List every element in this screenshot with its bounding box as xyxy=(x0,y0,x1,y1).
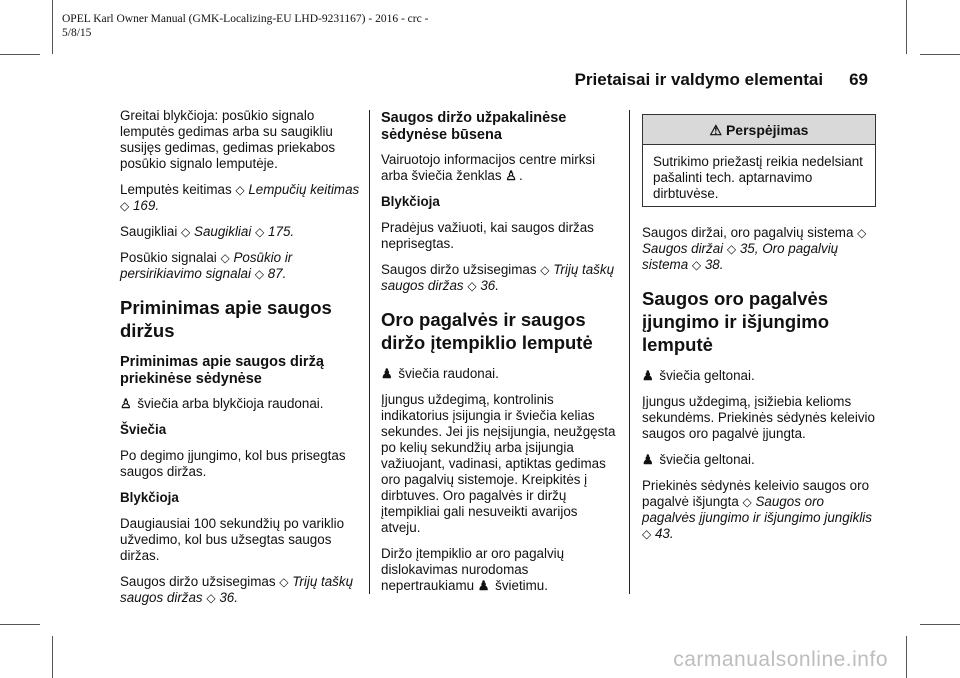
section-heading: Saugos oro pagalvės įjungimo ir išjungimo lemputė xyxy=(642,288,830,355)
text: Vairuotojo informacijos centre mirksi arba šviečia ženklas xyxy=(381,152,596,183)
cross-reference-link[interactable]: Saugikliai xyxy=(194,224,252,239)
cross-reference-link[interactable]: Posūkio ir persirikiavimo signalai xyxy=(120,250,293,281)
text: šviečia raudonai. xyxy=(398,366,499,381)
crop-mark xyxy=(906,0,907,54)
warning-header xyxy=(643,115,875,145)
section-heading: Priminimas apie saugos diržus xyxy=(120,297,332,341)
column-divider xyxy=(629,110,630,594)
label: Blykčioja xyxy=(381,194,440,209)
page-reference[interactable]: 36 xyxy=(219,590,235,605)
warning-icon: ⚠ xyxy=(709,122,723,138)
seatbelt-icon: ♙ xyxy=(120,396,132,411)
arrow-icon: ◇ xyxy=(254,267,264,281)
watermark: carmanualsonline.info xyxy=(673,648,888,671)
text: švietimu. xyxy=(491,578,548,593)
page-reference[interactable]: 87 xyxy=(267,266,283,281)
page-reference[interactable]: 169 xyxy=(132,198,156,213)
crop-mark xyxy=(52,636,53,678)
text: Diržo įtempiklio ar oro pagalvių dislokavimas nurodomas nepertraukiamu xyxy=(381,546,565,593)
paragraph xyxy=(120,396,360,412)
page-reference[interactable]: 43 xyxy=(654,526,670,541)
paragraph: Posūkio signalai ◇ Posūkio ir persirikiavimo signalai ◇ 87. xyxy=(120,250,293,281)
arrow-icon: ◇ xyxy=(255,225,265,239)
paragraph xyxy=(642,452,876,468)
warning-box xyxy=(642,114,876,207)
crop-mark xyxy=(0,624,40,625)
page-number: 69 xyxy=(849,70,868,89)
warning-title: Perspėjimas xyxy=(725,122,809,138)
column-1 xyxy=(120,108,360,616)
paragraph: Saugos diržo užsisegimas ◇ Trijų taškų saugos diržas ◇ 36. xyxy=(120,574,354,605)
arrow-icon: ◇ xyxy=(279,575,289,589)
text: Saugos diržo užsisegimas xyxy=(381,262,541,277)
arrow-icon: ◇ xyxy=(857,226,867,240)
arrow-icon: ◇ xyxy=(120,199,130,213)
paragraph: Įjungus uždegimą, įsižiebia kelioms sekundėms. Priekinės sėdynės keleivio saugos oro pagalvė įjungta. xyxy=(642,394,875,441)
text: Posūkio signalai xyxy=(120,250,221,265)
cross-reference-link[interactable]: Saugos diržai xyxy=(642,241,724,256)
airbag-on-icon: ♟ xyxy=(642,368,654,383)
metadata-line: 5/8/15 xyxy=(62,27,92,39)
seatbelt-icon: ♙ xyxy=(505,168,517,183)
page-reference[interactable]: 175 xyxy=(268,224,291,239)
arrow-icon: ◇ xyxy=(206,591,216,605)
paragraph: Priekinės sėdynės keleivio saugos oro pagalvė išjungta ◇ Saugos oro pagalvės įjungimo ir išjungimo jungiklis ◇ 43. xyxy=(642,478,872,541)
paragraph: Įjungus uždegimą, kontrolinis indikatorius įsijungia ir šviečia kelias sekundes. Jei jis neįsijungia, neužgęsta po kelių sekundžių arba įsijungia važiuojant, vadinasi, aptiktas gedimas oro pagalvių sistemoje. Kreipkitės į dirbtuves. Oro pagalvės ir diržų įtempikliai gali nesuveikti avarijos atveju. xyxy=(381,392,616,535)
arrow-icon: ◇ xyxy=(467,279,477,293)
text: Lemputės keitimas xyxy=(120,182,236,197)
section-heading: Oro pagalvės ir saugos diržo įtempiklio lemputė xyxy=(381,309,593,353)
column-2 xyxy=(381,108,617,604)
column-divider xyxy=(369,110,370,594)
text: Saugos diržai, oro pagalvių sistema xyxy=(642,225,854,240)
subsection-heading: Priminimas apie saugos diržą priekinėse sėdynėse xyxy=(120,354,324,387)
crop-mark xyxy=(906,636,907,678)
arrow-icon: ◇ xyxy=(220,251,230,265)
paragraph: Lemputės keitimas ◇ Lempučių keitimas ◇ 169. xyxy=(120,182,360,213)
airbag-icon: ♟ xyxy=(381,366,393,381)
paragraph: Po degimo įjungimo, kol bus prisegtas saugos diržas. xyxy=(120,448,346,479)
text: . xyxy=(518,168,523,183)
label: Blykčioja xyxy=(120,490,179,505)
crop-mark xyxy=(920,54,960,55)
paragraph xyxy=(381,546,617,594)
cross-reference-link[interactable]: Trijų taškų saugos diržas xyxy=(381,262,615,293)
arrow-icon: ◇ xyxy=(726,242,737,256)
paragraph: Greitai blykčioja: posūkio signalo lemputės gedimas arba su saugikliu susijęs gedimas, gedimas priekabos posūkio signalo lemputėje. xyxy=(120,108,336,171)
print-metadata xyxy=(62,12,428,40)
arrow-icon: ◇ xyxy=(691,258,702,272)
section-title: Prietaisai ir valdymo elementai xyxy=(574,70,824,89)
cross-reference-link[interactable]: Oro pagalvių sistema xyxy=(642,241,839,272)
label: Šviečia xyxy=(120,422,167,437)
text: Saugikliai xyxy=(120,224,182,239)
text: Saugos diržo užsisegimas xyxy=(120,574,280,589)
crop-mark xyxy=(52,0,53,54)
paragraph xyxy=(381,366,617,382)
cross-reference-link[interactable]: Saugos oro pagalvės įjungimo ir išjungimo jungiklis xyxy=(642,494,872,525)
text: šviečia geltonai. xyxy=(659,368,755,383)
paragraph: Saugikliai ◇ Saugikliai ◇ 175. xyxy=(120,224,295,239)
column-3 xyxy=(642,108,876,552)
crop-mark xyxy=(0,54,40,55)
page-reference[interactable]: 36 xyxy=(480,278,496,293)
arrow-icon: ◇ xyxy=(642,527,652,541)
warning-text: Sutrikimo priežastį reikia nedelsiant pašalinti tech. aptarnavimo dirbtuvėse. xyxy=(653,154,863,201)
airbag-off-icon: ♟ xyxy=(642,452,654,467)
paragraph: Saugos diržai, oro pagalvių sistema ◇ Saugos diržai ◇ 35, Oro pagalvių sistema ◇ 38. xyxy=(642,225,867,272)
paragraph: Pradėjus važiuoti, kai saugos diržas neprisegtas. xyxy=(381,220,594,251)
metadata-line: OPEL Karl Owner Manual (GMK-Localizing-EU LHD-9231167) - 2016 - crc - xyxy=(62,13,429,25)
arrow-icon: ◇ xyxy=(540,263,550,277)
airbag-icon: ♟ xyxy=(477,578,490,593)
page-reference[interactable]: 38 xyxy=(704,257,720,272)
paragraph: Saugos diržo užsisegimas ◇ Trijų taškų saugos diržas ◇ 36. xyxy=(381,262,615,293)
page-reference[interactable]: 35 xyxy=(739,241,755,256)
arrow-icon: ◇ xyxy=(235,183,245,197)
text: Priekinės sėdynės keleivio saugos oro pagalvė išjungta xyxy=(642,478,870,509)
paragraph: Daugiausiai 100 sekundžių po variklio užvedimo, kol bus užsegtas saugos diržas. xyxy=(120,516,345,563)
paragraph xyxy=(642,368,876,384)
arrow-icon: ◇ xyxy=(181,225,191,239)
paragraph xyxy=(381,152,617,184)
running-header xyxy=(575,70,868,90)
arrow-icon: ◇ xyxy=(742,495,752,509)
text: šviečia arba blykčioja raudonai. xyxy=(137,396,324,411)
cross-reference-link[interactable]: Trijų taškų saugos diržas xyxy=(120,574,354,605)
subsection-heading: Saugos diržo užpakalinėse sėdynėse būsena xyxy=(381,110,567,143)
crop-mark xyxy=(920,624,960,625)
cross-reference-link[interactable]: Lempučių keitimas xyxy=(248,182,360,197)
text: šviečia geltonai. xyxy=(659,452,755,467)
